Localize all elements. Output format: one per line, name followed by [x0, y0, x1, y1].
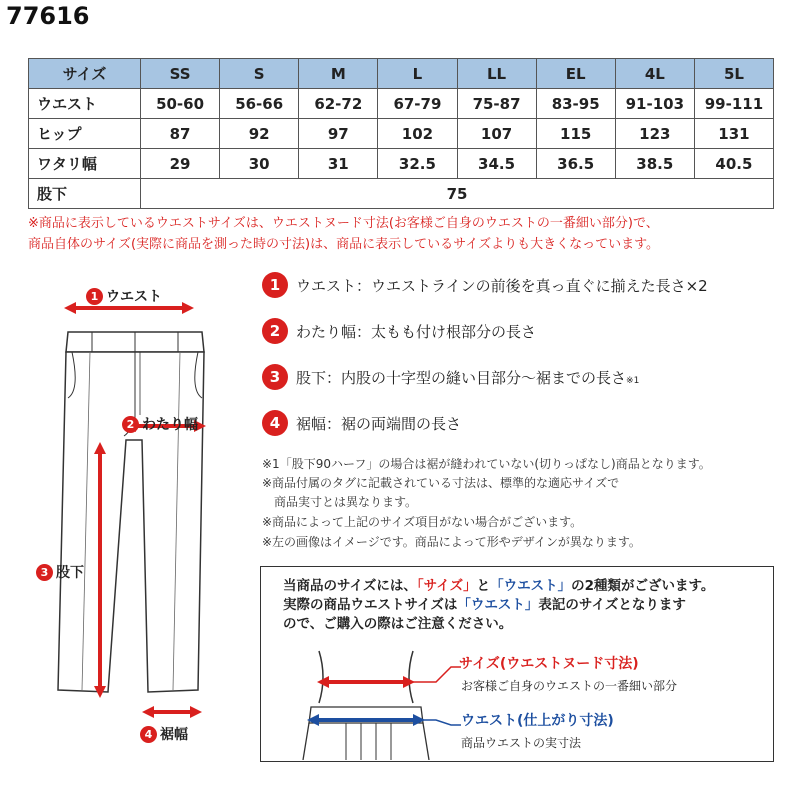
- size-header-cell: サイズ: [29, 59, 141, 89]
- diagram-label-hem: 4 裾幅: [140, 724, 188, 744]
- diagram-label-waist: 1 ウエスト: [86, 286, 162, 306]
- waist-note-line-2: 商品自体のサイズ(実際に商品を測った時の寸法)は、商品に表示しているサイズよりも大きくなっています。: [28, 237, 660, 252]
- row-header: ヒップ: [29, 119, 141, 149]
- table-cell: 31: [299, 149, 378, 179]
- size-header-cell: S: [220, 59, 299, 89]
- size-header-row: [29, 59, 774, 89]
- table-cell: 102: [378, 119, 457, 149]
- finished-waist-desc: 商品ウエストの実寸法: [461, 736, 582, 750]
- table-row: [29, 89, 774, 119]
- table-cell: 56-66: [220, 89, 299, 119]
- inseam-value-cell: 75: [141, 179, 774, 209]
- nude-waist-desc: お客様ご自身のウエストの一番細い部分: [461, 679, 678, 693]
- definition-hem: 4 裾幅：裾の両端間の長さ: [262, 410, 461, 436]
- table-cell: 131: [694, 119, 773, 149]
- size-header-cell: 4L: [615, 59, 694, 89]
- nude-waist-label: サイズ(ウエストヌード寸法): [459, 656, 639, 672]
- footnote-line: ※商品によって上記のサイズ項目がない場合がございます。: [262, 515, 583, 529]
- size-notice-box: [260, 566, 774, 762]
- table-cell: 92: [220, 119, 299, 149]
- footnote-ref: ※1: [626, 375, 640, 386]
- table-cell: 32.5: [378, 149, 457, 179]
- size-header-cell: EL: [536, 59, 615, 89]
- waist-note-line-1: ※商品に表示しているウエストサイズは、ウエストヌード寸法(お客様ご自身のウエストの一番細い部分)で、: [28, 216, 659, 231]
- table-cell: 38.5: [615, 149, 694, 179]
- table-row: [29, 149, 774, 179]
- table-cell: 62-72: [299, 89, 378, 119]
- finished-waist-label: ウエスト(仕上がり寸法): [461, 713, 614, 729]
- footnote-line: ※商品付属のタグに記載されている寸法は、標準的な適応サイズで: [262, 476, 620, 490]
- number-badge: 1: [86, 288, 103, 305]
- notice-text: 当商品のサイズには、「サイズ」と「ウエスト」の2種類がございます。 実際の商品ウエストサイズは「ウエスト」表記のサイズとなります ので、ご購入の際はご注意ください。: [283, 578, 715, 632]
- diagram-label-thigh: 2 わたり幅: [122, 414, 198, 434]
- row-header: ワタリ幅: [29, 149, 141, 179]
- table-cell: 115: [536, 119, 615, 149]
- number-badge: 4: [262, 410, 288, 436]
- diagram-label-inseam: 3 股下: [36, 562, 84, 582]
- number-badge: 2: [262, 318, 288, 344]
- number-badge: 1: [262, 272, 288, 298]
- table-cell: 67-79: [378, 89, 457, 119]
- footnote-line: 商品実寸とは異なります。: [262, 495, 418, 509]
- definition-inseam: 3 股下：内股の十字型の縫い目部分～裾までの長さ※1: [262, 364, 639, 390]
- size-header-cell: L: [378, 59, 457, 89]
- table-cell: 40.5: [694, 149, 773, 179]
- size-header-cell: 5L: [694, 59, 773, 89]
- row-header: ウエスト: [29, 89, 141, 119]
- size-header-cell: SS: [141, 59, 220, 89]
- table-row: [29, 119, 774, 149]
- number-badge: 3: [36, 564, 53, 581]
- table-cell: 99-111: [694, 89, 773, 119]
- pants-diagram: [30, 280, 240, 750]
- row-header: 股下: [29, 179, 141, 209]
- definition-thigh: 2 わたり幅：太もも付け根部分の長さ: [262, 318, 536, 344]
- table-cell: 34.5: [457, 149, 536, 179]
- product-code: 77616: [6, 2, 90, 30]
- number-badge: 2: [122, 416, 139, 433]
- definition-waist: 1 ウエスト：ウエストラインの前後を真っ直ぐに揃えた長さ×2: [262, 272, 708, 298]
- table-cell: 30: [220, 149, 299, 179]
- number-badge: 4: [140, 726, 157, 743]
- table-cell: 97: [299, 119, 378, 149]
- table-cell: 123: [615, 119, 694, 149]
- table-row: [29, 179, 774, 209]
- pants-illustration: [30, 280, 240, 750]
- table-cell: 87: [141, 119, 220, 149]
- size-header-cell: LL: [457, 59, 536, 89]
- table-cell: 36.5: [536, 149, 615, 179]
- table-cell: 91-103: [615, 89, 694, 119]
- table-cell: 50-60: [141, 89, 220, 119]
- table-cell: 75-87: [457, 89, 536, 119]
- table-cell: 107: [457, 119, 536, 149]
- footnote-line: ※左の画像はイメージです。商品によって形やデザインが異なります。: [262, 535, 641, 549]
- number-badge: 3: [262, 364, 288, 390]
- footnote-line: ※1「股下90ハーフ」の場合は裾が縫われていない(切りっぱなし)商品となります。: [262, 457, 711, 471]
- table-cell: 29: [141, 149, 220, 179]
- size-table: [28, 58, 774, 209]
- size-header-cell: M: [299, 59, 378, 89]
- table-cell: 83-95: [536, 89, 615, 119]
